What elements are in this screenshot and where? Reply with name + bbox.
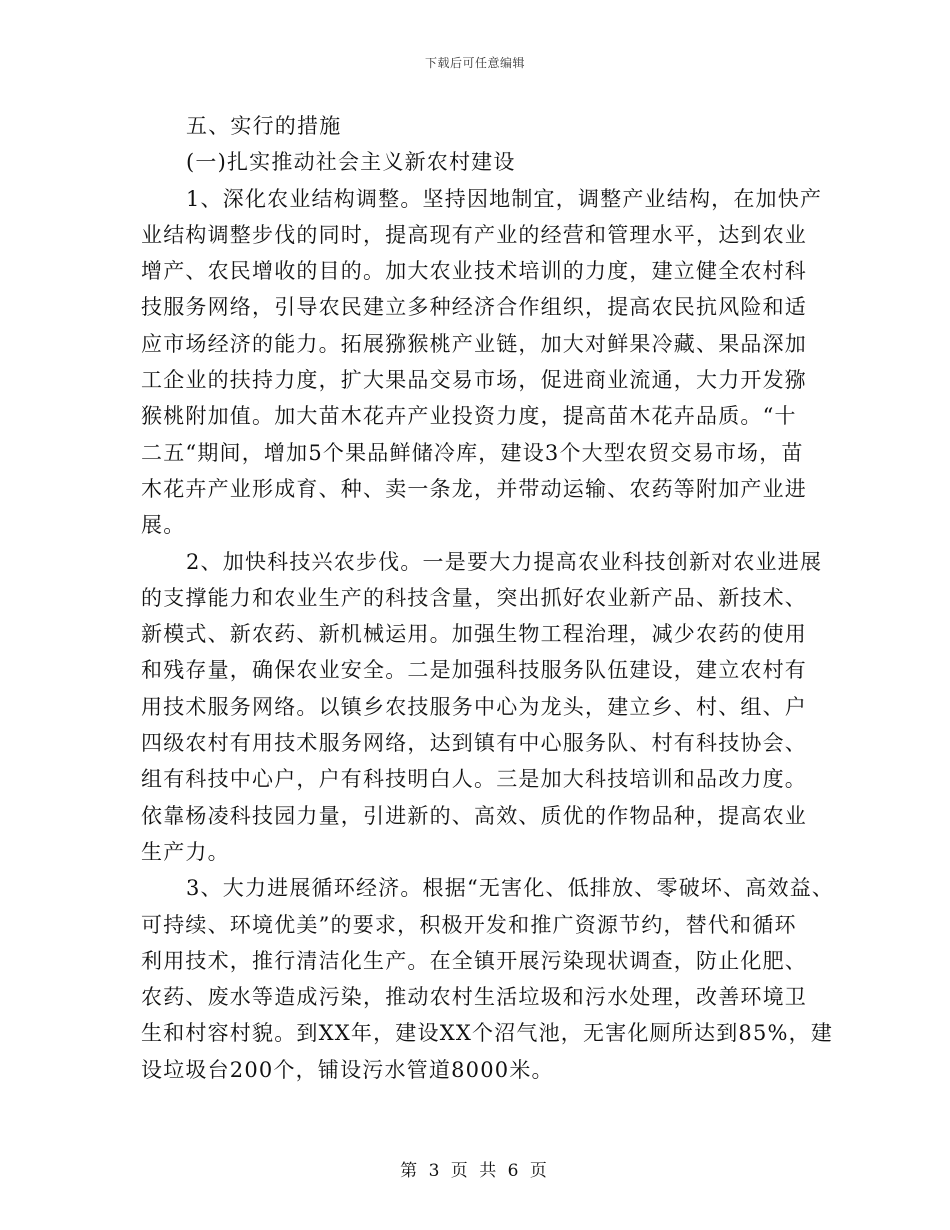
paragraph-line: 四级农村有用技术服务网络，达到镇有中心服务队、村有科技协会、 (141, 731, 807, 756)
section-title: 五、实行的措施 (186, 114, 342, 138)
paragraph-line: 业结构调整步伐的同时，提高现有产业的经营和管理水平，达到农业 (141, 222, 807, 247)
paragraph-3 (141, 870, 835, 1088)
paragraph-line: 的支撑能力和农业生产的科技含量，突出抓好农业新产品、新技术、 (141, 585, 807, 610)
page-footer: 第 3 页 共 6 页 (400, 1161, 550, 1181)
paragraph-line: 用技术服务网络。以镇乡农技服务中心为龙头，建立乡、村、组、户 (141, 694, 807, 719)
paragraph-1 (141, 181, 831, 544)
paragraph-line: 依靠杨凌科技园力量，引进新的、高效、质优的作物品种，提高农业 (141, 803, 807, 828)
page-header: 下载后可任意编辑 (424, 56, 525, 70)
paragraph-line: 设垃圾台200个，铺设污水管道8000米。 (141, 1057, 554, 1082)
paragraph-line: 生和村容村貌。到XX年，建设XX个沼气池，无害化厕所达到85%，建 (141, 1021, 834, 1046)
paragraph-line: 可持续、环境优美”的要求，积极开发和推广资源节约，替代和循环 (141, 912, 797, 937)
paragraph-line: 猴桃附加值。加大苗木花卉产业投资力度，提高苗木花卉品质。“十 (141, 404, 797, 429)
paragraph-line: 生产力。 (141, 839, 230, 864)
paragraph-line: 和残存量，确保农业安全。二是加强科技服务队伍建设，建立农村有 (141, 658, 807, 683)
paragraph-line: 技服务网络，引导农民建立多种经济合作组织，提高农民抗风险和适 (141, 295, 807, 320)
paragraph-line: 3、大力进展循环经济。根据“无害化、低排放、零破坏、高效益、 (186, 876, 835, 901)
document-body (141, 108, 835, 1088)
subsection-title: (一)扎实推动社会主义新农村建设 (186, 150, 516, 175)
paragraph-line: 应市场经济的能力。拓展猕猴桃产业链，加大对鲜果冷藏、果品深加 (141, 331, 807, 356)
paragraph-line: 2、加快科技兴农步伐。一是要大力提高农业科技创新对农业进展 (186, 549, 823, 574)
paragraph-line: 农药、废水等造成污染，推动农村生活垃圾和污水处理，改善环境卫 (141, 985, 807, 1010)
paragraph-line: 木花卉产业形成育、种、卖一条龙，并带动运输、农药等附加产业进 (141, 476, 807, 501)
paragraph-line: 组有科技中心户，户有科技明白人。三是加大科技培训和品改力度。 (141, 767, 807, 792)
paragraph-line: 展。 (141, 513, 186, 538)
paragraph-line: 二五“期间，增加5个果品鲜储冷库，建设3个大型农贸交易市场，苗 (141, 440, 804, 465)
paragraph-line: 新模式、新农药、新机械运用。加强生物工程治理，减少农药的使用 (141, 622, 807, 647)
paragraph-line: 利用技术，推行清洁化生产。在全镇开展污染现状调查，防止化肥、 (141, 948, 807, 973)
paragraph-line: 工企业的扶持力度，扩大果品交易市场，促进商业流通，大力开发猕 (141, 368, 807, 393)
paragraph-line: 增产、农民增收的目的。加大农业技术培训的力度，建立健全农村科 (141, 259, 807, 284)
paragraph-line: 1、深化农业结构调整。坚持因地制宜，调整产业结构，在加快产 (186, 186, 823, 211)
paragraph-2 (141, 544, 831, 871)
